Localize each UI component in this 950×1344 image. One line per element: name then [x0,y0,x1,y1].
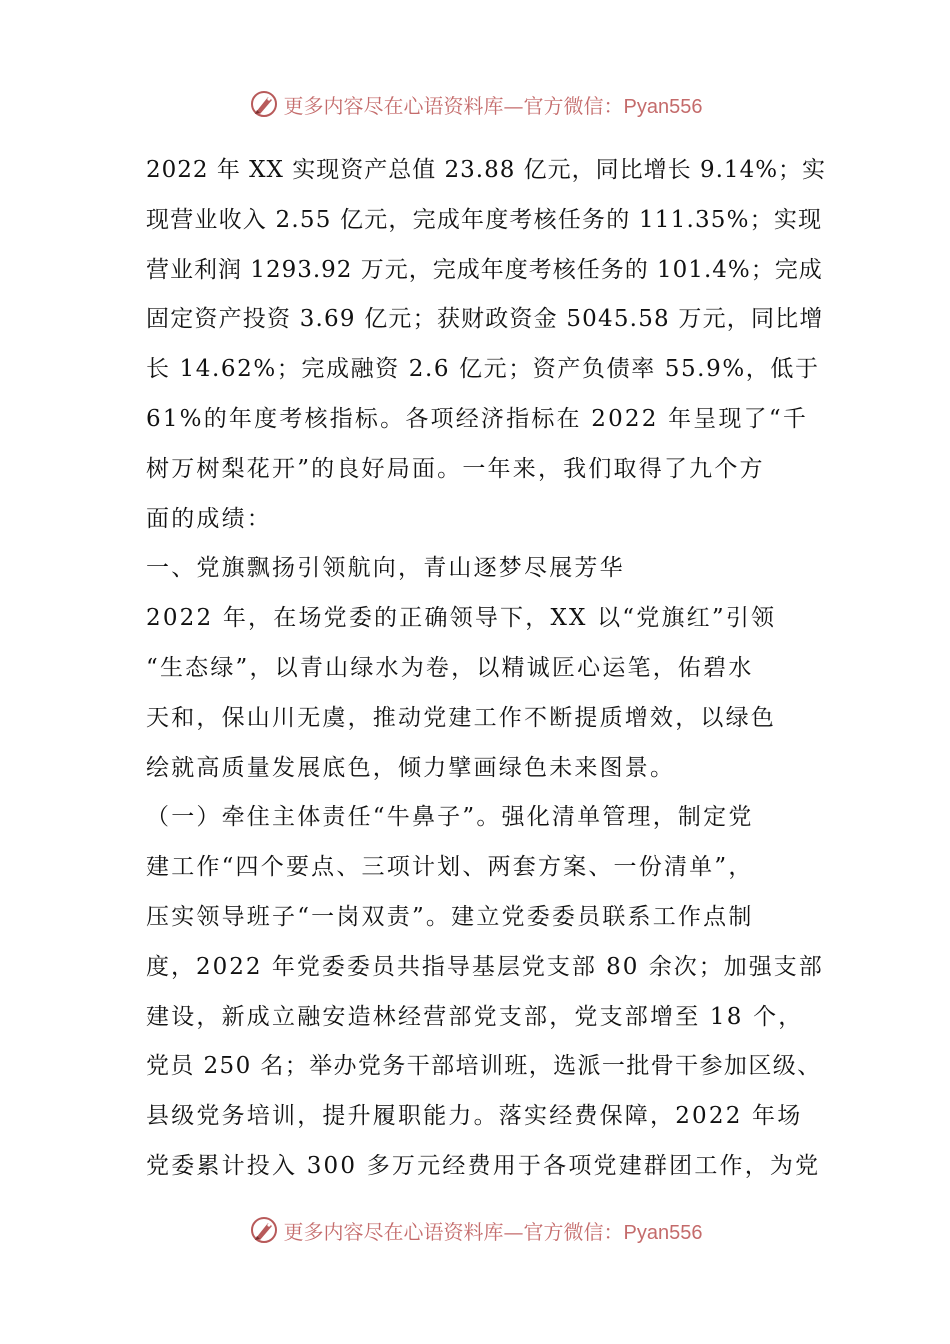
body-line: 现营业收入 2.55 亿元，完成年度考核任务的 111.35%；实现 [146,206,823,233]
header-watermark [0,84,950,124]
body-line: 长 14.62%；完成融资 2.6 亿元；资产负债率 55.9%，低于 [146,356,820,383]
section-heading: 一、党旗飘扬引领航向，青山逐梦尽展芳华 [146,555,625,582]
footer-watermark [0,1210,950,1250]
body-line: 建设，新成立融安造林经营部党支部，党支部增至 18 个， [146,1003,804,1030]
body-line: 面的成绩： [146,505,272,532]
body-line: 2022 年 XX 实现资产总值 23.88 亿元，同比增长 9.14%；实 [146,157,827,183]
body-line: “生态绿”，以青山绿水为卷，以精诚匠心运笔，佑碧水 [146,654,754,681]
watermark-text: 更多内容尽在心语资料库—官方微信： [283,1219,624,1244]
watermark-wechat-id: Pyan556 [623,95,703,118]
body-line: 2022 年，在场党委的正确领导下，XX 以“党旗红”引领 [146,605,777,632]
body-line: 绘就高质量发展底色，倾力擘画绿色未来图景。 [146,754,676,781]
pen-nib-logo-icon [248,88,280,120]
body-line: 天和，保山川无虞，推动党建工作不断提质增效，以绿色 [146,704,776,731]
body-line: 压实领导班子“一岗双责”。建立党委委员联系工作点制 [146,903,754,930]
body-line: 61%的年度考核指标。各项经济指标在 2022 年呈现了“千 [146,405,809,432]
body-line: 营业利润 1293.92 万元，完成年度考核任务的 101.4%；完成 [146,256,823,283]
body-line: 固定资产投资 3.69 亿元；获财政资金 5045.58 万元，同比增 [146,306,824,333]
document-body [146,146,826,1192]
body-line: 党委累计投入 300 多万元经费用于各项党建群团工作，为党 [146,1152,821,1179]
body-line: 党员 250 名；举办党务干部培训班，选派一批骨干参加区级、 [146,1053,822,1080]
body-line: 度，2022 年党委委员共指导基层党支部 80 余次；加强支部 [146,953,824,980]
subsection-line: （一）牵住主体责任“牛鼻子”。强化清单管理，制定党 [146,804,754,831]
watermark-text: 更多内容尽在心语资料库—官方微信： [283,93,624,118]
body-line: 县级党务培训，提升履职能力。落实经费保障，2022 年场 [146,1103,803,1130]
body-line: 树万树梨花开”的良好局面。一年来，我们取得了九个方 [146,455,765,482]
pen-nib-logo-icon [248,1214,280,1246]
body-line: 建工作“四个要点、三项计划、两套方案、一份清单”， [146,854,754,881]
watermark-wechat-id: Pyan556 [623,1221,703,1244]
